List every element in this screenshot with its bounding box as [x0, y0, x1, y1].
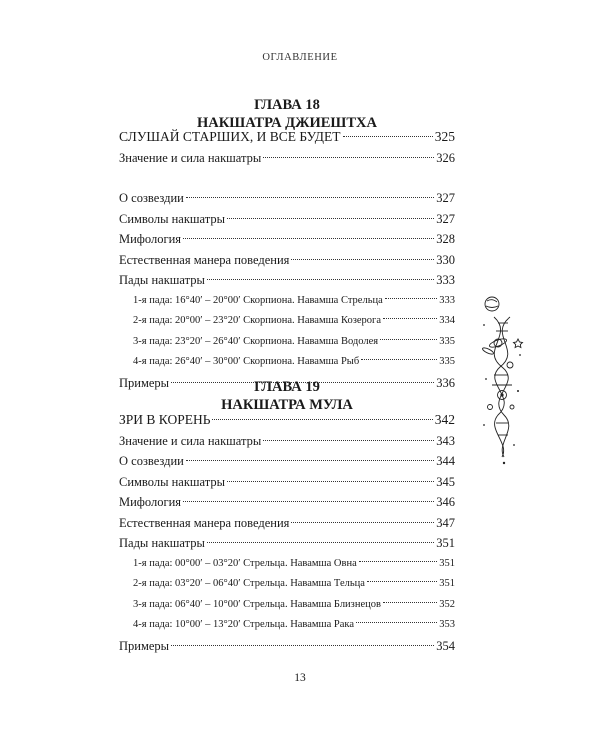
- toc-leader-dots: [186, 460, 434, 461]
- toc-entry-label: 2-я пада: 20°00′ – 23°20′ Скорпиона. Навамша Козерога: [133, 315, 381, 326]
- toc-entry-page: 326: [436, 150, 455, 165]
- toc-entry-label: 4-я пада: 10°00′ – 13°20′ Стрельца. Навамша Рака: [133, 619, 355, 630]
- toc-leader-dots: [171, 645, 434, 646]
- toc-entry-page: 336: [436, 375, 455, 390]
- toc-leader-dots: [367, 581, 437, 582]
- toc-entry-label: Символы накшатры: [119, 474, 226, 489]
- toc-entry-label: ЗРИ В КОРЕНЬ: [119, 412, 211, 427]
- toc-leader-dots: [383, 602, 437, 603]
- chapter-19-toc: [119, 410, 455, 656]
- chapter-number: ГЛАВА 18: [254, 97, 320, 113]
- toc-entry[interactable]: [119, 636, 455, 657]
- toc-entry-label: Символы накшатры: [119, 211, 226, 226]
- toc-entry[interactable]: [119, 513, 455, 534]
- toc-entry-label: Пады накшатры: [119, 273, 205, 287]
- toc-entry-label: О созвездии: [119, 454, 184, 468]
- toc-subentry[interactable]: [119, 332, 455, 353]
- toc-entry-page: 335: [439, 356, 455, 367]
- toc-entry-label: Значение и сила накшатры: [119, 150, 262, 165]
- toc-entry-page: 327: [436, 211, 455, 226]
- toc-entry-label: Примеры: [119, 638, 170, 653]
- toc-entry-label: СЛУШАЙ СТАРШИХ, И ВСЕ БУДЕТ: [119, 129, 341, 144]
- toc-subentry[interactable]: [119, 352, 455, 373]
- chapter-19-heading: [119, 378, 455, 414]
- toc-entry-page: 353: [439, 619, 455, 630]
- toc-subentry[interactable]: [119, 574, 455, 595]
- toc-subentry[interactable]: [119, 615, 455, 636]
- toc-entry-page: 328: [436, 232, 455, 246]
- celestial-dna-ornament-icon: [478, 295, 528, 470]
- chapter-title: НАКШАТРА ДЖИЕШТХА: [197, 115, 377, 131]
- toc-leader-dots: [356, 622, 437, 623]
- toc-leader-dots: [227, 218, 434, 219]
- toc-entry-page: 347: [436, 515, 455, 530]
- toc-entry[interactable]: [119, 451, 455, 472]
- toc-entry-label: 3-я пада: 23°20′ – 26°40′ Скорпиона. Навамша Водолея: [133, 335, 379, 347]
- toc-entry-page: 343: [436, 433, 455, 448]
- toc-entry[interactable]: [119, 410, 455, 431]
- toc-leader-dots: [212, 419, 432, 420]
- toc-entry-page: 334: [439, 315, 455, 326]
- toc-entry-page: 327: [436, 191, 455, 205]
- page-number: 13: [294, 672, 306, 684]
- toc-entry-label: 1-я пада: 16°40′ – 20°00′ Скорпиона. Навамша Стрельца: [133, 294, 383, 306]
- toc-entry[interactable]: [119, 209, 455, 230]
- toc-subentry[interactable]: [119, 595, 455, 616]
- toc-entry-page: 344: [436, 454, 455, 468]
- toc-leader-dots: [361, 359, 437, 360]
- toc-entry-label: 1-я пада: 00°00′ – 03°20′ Стрельца. Навамша Овна: [133, 557, 357, 569]
- toc-entry-page: 333: [436, 273, 455, 287]
- toc-entry[interactable]: [119, 270, 455, 291]
- toc-entry-page: 354: [436, 638, 455, 653]
- toc-leader-dots: [207, 279, 434, 280]
- toc-entry-label: 3-я пада: 06°40′ – 10°00′ Стрельца. Навамша Близнецов: [133, 598, 381, 610]
- toc-entry[interactable]: [119, 250, 455, 271]
- toc-subentry[interactable]: [119, 554, 455, 575]
- toc-entry[interactable]: [119, 127, 455, 148]
- toc-entry-label: О созвездии: [119, 191, 184, 205]
- toc-entry-label: Значение и сила накшатры: [119, 433, 262, 448]
- toc-entry-page: 351: [436, 536, 455, 550]
- toc-entry-label: Пады накшатры: [119, 536, 205, 550]
- toc-entry[interactable]: [119, 188, 455, 209]
- toc-entry-page: 330: [436, 252, 455, 267]
- toc-leader-dots: [207, 542, 434, 543]
- running-head: ОГЛАВЛЕНИЕ: [262, 52, 338, 63]
- toc-entry[interactable]: [119, 431, 455, 452]
- toc-subentry[interactable]: [119, 291, 455, 312]
- toc-leader-dots: [227, 481, 434, 482]
- toc-entry-page: 352: [439, 598, 455, 610]
- toc-entry-label: 2-я пада: 03°20′ – 06°40′ Стрельца. Навамша Тельца: [133, 578, 365, 589]
- toc-leader-dots: [291, 522, 434, 523]
- toc-entry-page: 346: [436, 495, 455, 509]
- toc-entry[interactable]: [119, 148, 455, 169]
- toc-entry-page: 342: [434, 412, 455, 427]
- toc-entry-label: Мифология: [119, 232, 182, 246]
- toc-entry-page: 351: [439, 557, 455, 569]
- toc-leader-dots: [380, 339, 437, 340]
- chapter-18-toc: [119, 127, 455, 393]
- toc-leader-dots: [186, 197, 434, 198]
- toc-subentry[interactable]: [119, 311, 455, 332]
- toc-entry-label: Мифология: [119, 495, 182, 509]
- toc-entry-page: 325: [434, 129, 455, 144]
- toc-leader-dots: [359, 561, 437, 562]
- toc-entry-page: 345: [436, 474, 455, 489]
- toc-leader-dots: [343, 136, 433, 137]
- toc-entry[interactable]: [119, 492, 455, 513]
- toc-entry-label: 4-я пада: 26°40′ – 30°00′ Скорпиона. Навамша Рыб: [133, 356, 360, 367]
- toc-entry-label: Естественная манера поведения: [119, 515, 290, 530]
- toc-entry-label: Примеры: [119, 375, 170, 390]
- toc-leader-dots: [183, 238, 434, 239]
- toc-entry[interactable]: [119, 533, 455, 554]
- chapter-title: НАКШАТРА МУЛА: [221, 397, 353, 413]
- toc-leader-dots: [263, 157, 434, 158]
- toc-entry[interactable]: [119, 229, 455, 250]
- toc-entry-page: 333: [439, 294, 455, 306]
- toc-leader-dots: [385, 298, 437, 299]
- toc-leader-dots: [183, 501, 434, 502]
- toc-entry-label: Естественная манера поведения: [119, 252, 290, 267]
- toc-leader-dots: [383, 318, 437, 319]
- toc-entry[interactable]: [119, 472, 455, 493]
- toc-entry-page: 351: [439, 578, 455, 589]
- toc-entry-page: 335: [439, 335, 455, 347]
- toc-leader-dots: [291, 259, 434, 260]
- chapter-number: ГЛАВА 19: [254, 379, 320, 395]
- toc-leader-dots: [263, 440, 434, 441]
